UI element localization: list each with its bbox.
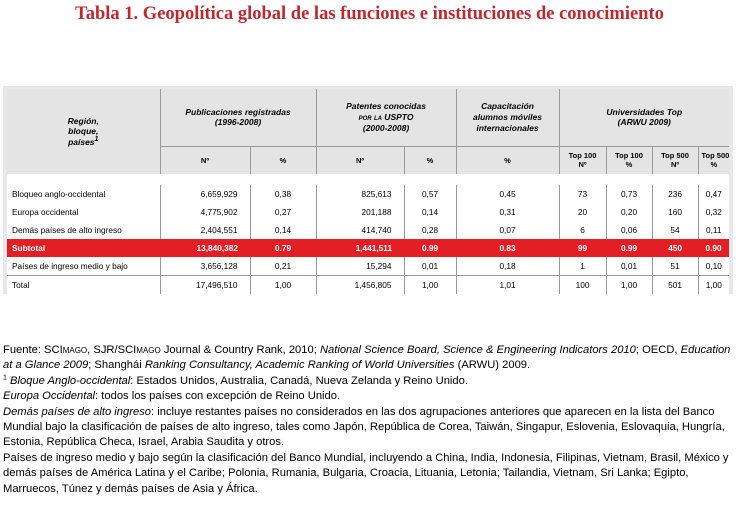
- cell-pat-n: 15,294: [316, 257, 404, 276]
- cell-pub-n: 3,656,128: [160, 257, 250, 276]
- cell-t500-n: 51: [652, 257, 698, 276]
- cell-t500-pct: 0,11: [698, 221, 729, 239]
- note-bloque-term: Bloque Anglo-occidental: [10, 374, 131, 387]
- header-capacitacion-line2: alumnos móviles: [473, 111, 542, 122]
- cell-pub-n: 4,775,902: [160, 203, 250, 221]
- cell-pub-n: 13,840,382: [160, 239, 250, 257]
- source-sjr: SJR/: [93, 344, 118, 356]
- header-universidades-line2: (ARWU 2009): [617, 117, 671, 128]
- source-scimago-2: SCImago: [117, 344, 161, 356]
- subheader-top500-n-line1: Top 500: [661, 151, 689, 161]
- cell-t100-n: 73: [559, 185, 606, 203]
- header-region-line1: Región,: [67, 115, 99, 126]
- header-publicaciones-line1: Publicaciones registradas: [185, 106, 291, 117]
- header-publicaciones-line2: (1996-2008): [214, 117, 262, 128]
- cell-pub-n: 6,659,929: [160, 185, 250, 203]
- cell-t100-n: 1: [559, 257, 606, 276]
- source-sep: ,: [87, 344, 94, 356]
- cell-pat-pct: 0,28: [404, 221, 456, 239]
- cell-pub-pct: 1,00: [250, 276, 316, 295]
- header-universidades-line1: Universidades Top: [606, 106, 683, 117]
- source-sep: ; Shanghái: [88, 359, 145, 372]
- cell-t500-n: 450: [652, 239, 698, 257]
- table-row: [7, 257, 729, 276]
- subheader-pub-n: Nº: [160, 146, 250, 174]
- table-row: [7, 221, 729, 239]
- note-europa: [3, 389, 737, 404]
- source-arwu: (ARWU) 2009.: [454, 359, 531, 372]
- cell-t500-pct: 0.90: [698, 239, 729, 257]
- subheader-top100-n: [559, 146, 606, 174]
- subheader-top500-pct: [698, 146, 729, 174]
- note-alto-ingreso: [3, 405, 737, 451]
- cell-t500-n: 236: [652, 185, 698, 203]
- cell-cap: 0.83: [456, 239, 559, 257]
- subheader-top500-pct-line1: Top 500: [701, 151, 730, 161]
- note-europa-text: : todos los países con excepción de Reino Unido.: [95, 390, 341, 403]
- cell-t500-n: 54: [652, 221, 698, 239]
- header-capacitacion: [456, 89, 559, 146]
- cell-pat-pct: 0,01: [404, 257, 456, 276]
- cell-pub-pct: 0,21: [250, 257, 316, 276]
- note-bloque: [3, 374, 737, 389]
- header-capacitacion-line1: Capacitación: [481, 101, 534, 112]
- source-scimago: SCImago: [44, 344, 88, 356]
- subheader-top100-pct: [606, 146, 652, 174]
- cell-pat-n: 201,188: [316, 203, 404, 221]
- cell-pat-pct: 0,14: [404, 203, 456, 221]
- source-note: [3, 343, 737, 374]
- cell-t500-n: 160: [652, 203, 698, 221]
- cell-pub-pct: 0.79: [250, 239, 316, 257]
- note-bloque-sup: 1: [3, 374, 7, 382]
- table-row: [7, 174, 729, 185]
- source-prefix: Fuente:: [3, 344, 45, 356]
- source-oecd: OECD: [642, 344, 675, 356]
- subheader-top100-pct-line1: Top 100: [615, 151, 643, 161]
- cell-pat-n: 1,441,511: [316, 239, 404, 257]
- table-row: [7, 203, 729, 221]
- table-row: [7, 185, 729, 203]
- cell-t500-n: 501: [652, 276, 698, 295]
- cell-pat-n: 414,740: [316, 221, 404, 239]
- row-label: Demás países de alto ingreso: [7, 221, 160, 239]
- cell-t500-pct: 0,32: [698, 203, 729, 221]
- header-patentes: [316, 89, 456, 146]
- cell-t500-pct: 1,00: [698, 276, 729, 295]
- cell-t100-pct: 0,73: [606, 185, 652, 203]
- subheader-pat-n: Nº: [316, 146, 404, 174]
- note-alto-ingreso-text: : incluye restantes países no considerados en las dos agrupaciones anteriores que aparecen en la lista del Banco Mundial bajo la clasificación de países de alto ingreso, tales como Japón, República de Corea, Taiwán, Singapur, Eslovenia, Eslovaquia, Hungría, Estonia, República Checa, Israel, Arabia Saudita y otros.: [3, 405, 725, 449]
- header-region-line3: países: [68, 136, 95, 147]
- data-table: [7, 89, 729, 300]
- subheader-top100-pct-line2: %: [625, 160, 633, 170]
- cell-t100-n: 20: [559, 203, 606, 221]
- source-ranking: Ranking Consultancy, Academic Ranking of World Universities: [144, 359, 455, 372]
- header-region-footnote: 1: [94, 135, 99, 143]
- row-label: Total: [7, 276, 160, 295]
- source-eag: Education at a Glance 2009: [3, 344, 731, 372]
- header-universidades: [559, 89, 729, 146]
- cell-pub-pct: 0,38: [250, 185, 316, 203]
- source-nsb: National Science Board, Science & Engineering Indicators 2010: [319, 344, 636, 356]
- table-row: [7, 276, 729, 295]
- cell-t100-pct: 1,00: [606, 276, 652, 295]
- header-region: [7, 89, 160, 174]
- cell-t100-pct: 0,20: [606, 203, 652, 221]
- cell-cap: 0,18: [456, 257, 559, 276]
- header-region-line2: bloque,: [68, 126, 99, 137]
- data-table-frame: [3, 86, 733, 294]
- row-label: Subtotal: [7, 239, 160, 257]
- note-europa-term: Europa Occidental: [3, 390, 96, 403]
- cell-pub-pct: 0,14: [250, 221, 316, 239]
- cell-t100-n: 6: [559, 221, 606, 239]
- cell-t100-pct: 0,06: [606, 221, 652, 239]
- cell-pat-pct: 1,00: [404, 276, 456, 295]
- cell-pat-n: 825,613: [316, 185, 404, 203]
- cell-pat-n: 1,456,805: [316, 276, 404, 295]
- source-rest: Journal & Country Rank, 2010;: [160, 344, 320, 356]
- subheader-cap-pct: %: [456, 146, 559, 174]
- cell-t500-pct: 0,10: [698, 257, 729, 276]
- row-label: Bloqueo anglo-occidental: [7, 185, 160, 203]
- subheader-top100-n-line1: Top 100: [568, 151, 597, 161]
- header-publicaciones: [160, 89, 316, 146]
- note-alto-ingreso-term: Demás países de alto ingreso: [3, 405, 152, 418]
- cell-t100-n: 99: [559, 239, 606, 257]
- subheader-top500-pct-line2: %: [710, 160, 718, 170]
- note-bloque-text: : Estados Unidos, Australia, Canadá, Nueva Zelanda y Reino Unido.: [130, 374, 468, 387]
- subheader-top500-n: [652, 146, 698, 174]
- cell-pub-pct: 0,27: [250, 203, 316, 221]
- subheader-top500-n-line2: Nº: [670, 160, 680, 170]
- cell-cap: 1,01: [456, 276, 559, 295]
- source-sep: ,: [674, 344, 681, 356]
- source-sep: ;: [635, 344, 643, 356]
- table-row: [7, 294, 729, 300]
- subheader-pub-pct: %: [250, 146, 316, 174]
- note-ingreso-medio: Países de ingreso medio y bajo según la clasificación del Banco Mundial, incluyendo a China, India, Indonesia, Filipinas, Vietnam, Brasil, México y demás países de América Latina y el Caribe; Polonia, Rumania, Bulgaria, Croacia, Lituania, Letonia; Tailandia, Vietnam, Sri Lanka; Egipto, Marruecos, Túnez y demás países de Asia y África.: [3, 451, 729, 495]
- cell-t100-pct: 0.99: [606, 239, 652, 257]
- cell-pat-pct: 0.99: [404, 239, 456, 257]
- cell-t500-pct: 0,47: [698, 185, 729, 203]
- table-title: Tabla 1. Geopolítica global de las funciones e instituciones de conocimiento: [75, 4, 664, 24]
- cell-cap: 0,31: [456, 203, 559, 221]
- cell-cap: 0,45: [456, 185, 559, 203]
- cell-t100-n: 100: [559, 276, 606, 295]
- row-label: Europa occidental: [7, 203, 160, 221]
- cell-pub-n: 17,496,510: [160, 276, 250, 295]
- row-label: Países de ingreso medio y bajo: [7, 257, 160, 276]
- subheader-top100-n-line2: Nº: [578, 160, 587, 170]
- header-capacitacion-line3: internacionales: [476, 122, 539, 133]
- header-patentes-line3: (2000-2008): [362, 122, 410, 133]
- cell-pat-pct: 0,57: [404, 185, 456, 203]
- footnotes: [3, 343, 737, 497]
- subheader-pat-pct: %: [404, 146, 456, 174]
- cell-t100-pct: 0,01: [606, 257, 652, 276]
- header-patentes-line1: Patentes conocidas: [346, 101, 426, 112]
- subtotal-row: [7, 239, 729, 257]
- cell-cap: 0,07: [456, 221, 559, 239]
- header-patentes-line2: por la USPTO: [358, 111, 414, 122]
- cell-pub-n: 2,404,551: [160, 221, 250, 239]
